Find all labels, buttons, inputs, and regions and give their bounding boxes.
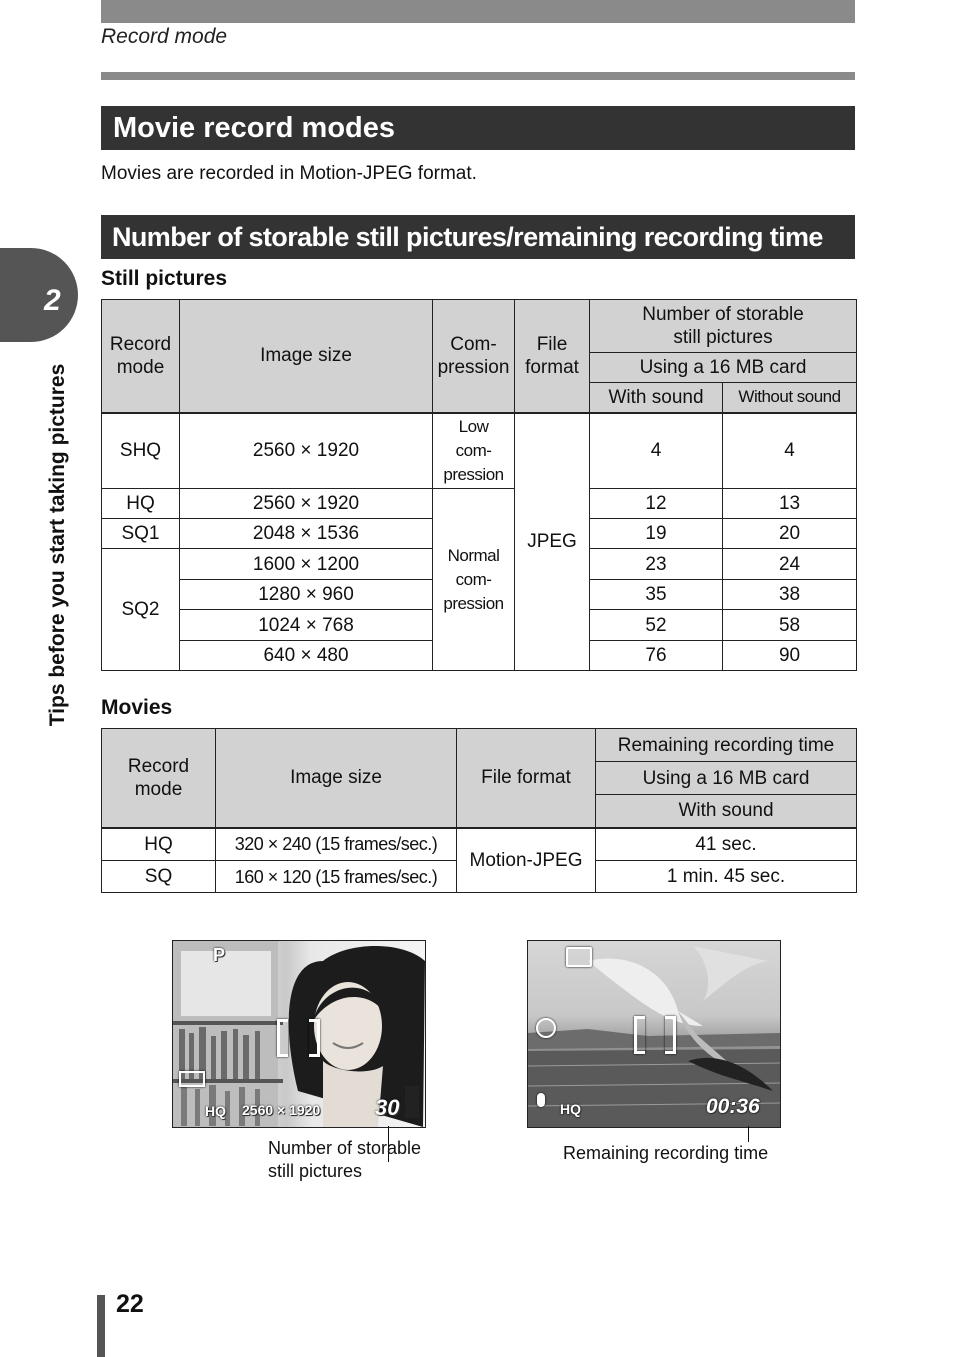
microphone-icon — [537, 1093, 545, 1107]
still-header-image-size: Image size — [180, 300, 433, 413]
movies-header-card: Using a 16 MB card — [596, 762, 857, 795]
movies-size: 160 × 120 (15 frames/sec.) — [216, 861, 457, 893]
still-without-sound: 24 — [723, 549, 857, 580]
movies-heading: Movies — [101, 696, 173, 719]
still-size: 640 × 480 — [180, 641, 433, 671]
still-with-sound: 4 — [590, 413, 723, 489]
battery-icon — [179, 1071, 205, 1087]
still-header-without-sound: Without sound — [723, 383, 857, 413]
page-bar — [97, 1295, 105, 1357]
chapter-tab — [0, 248, 78, 342]
still-table — [101, 299, 857, 671]
chapter-title: Tips before you start taking pictures — [46, 363, 69, 727]
still-without-sound: 20 — [723, 519, 857, 549]
af-bracket-left — [634, 1016, 645, 1054]
still-caption: Number of storable still pictures — [268, 1138, 422, 1181]
page-number: 22 — [116, 1290, 144, 1318]
still-with-sound: 12 — [590, 489, 723, 519]
still-mode: SHQ — [102, 413, 180, 489]
still-header-card: Using a 16 MB card — [590, 353, 857, 383]
still-size: 1280 × 960 — [180, 580, 433, 610]
storable-title: Number of storable still pictures/remaining recording time — [101, 215, 855, 259]
still-with-sound: 19 — [590, 519, 723, 549]
af-bracket-left — [277, 1019, 288, 1057]
still-header-file-format: File format — [515, 300, 590, 413]
still-with-sound: 35 — [590, 580, 723, 610]
still-size: 1024 × 768 — [180, 610, 433, 641]
still-without-sound: 90 — [723, 641, 857, 671]
still-size: 2048 × 1536 — [180, 519, 433, 549]
still-mode: SQ1 — [102, 519, 180, 549]
still-mode: HQ — [102, 489, 180, 519]
still-header-compression: Com-pression — [433, 300, 515, 413]
movies-file-format: Motion-JPEG — [457, 828, 596, 893]
movie-leader-line — [748, 1126, 749, 1142]
movies-header-with-sound: With sound — [596, 795, 857, 828]
still-without-sound: 4 — [723, 413, 857, 489]
movies-header-record-mode: Record mode — [102, 729, 216, 828]
movies-mode: SQ — [102, 861, 216, 893]
still-lcd-screen — [172, 940, 426, 1128]
movies-header-file-format: File format — [457, 729, 596, 828]
movies-mode: HQ — [102, 828, 216, 861]
still-size: 2560 × 1920 — [180, 489, 433, 519]
card-icon — [405, 1086, 419, 1118]
still-size: 2560 × 1920 — [180, 413, 433, 489]
still-without-sound: 38 — [723, 580, 857, 610]
movies-table — [101, 728, 857, 893]
chapter-tab-number: 2 — [44, 284, 61, 317]
movies-header-image-size: Image size — [216, 729, 457, 828]
still-image-size: 2560 × 1920 — [242, 1102, 321, 1118]
section-label: Record mode — [101, 25, 228, 48]
header-rule — [101, 72, 855, 80]
movies-time: 1 min. 45 sec. — [596, 861, 857, 893]
still-with-sound: 23 — [590, 549, 723, 580]
movies-header-remaining: Remaining recording time — [596, 729, 857, 762]
still-size: 1600 × 1200 — [180, 549, 433, 580]
movies-time: 41 sec. — [596, 828, 857, 861]
movie-remaining-time: 00:36 — [706, 1095, 760, 1118]
af-bracket-right — [665, 1016, 676, 1054]
movie-modes-title: Movie record modes — [101, 106, 855, 150]
still-mode-letter: P — [213, 945, 226, 965]
movie-lcd-screen — [527, 940, 781, 1128]
still-count: 30 — [375, 1095, 400, 1120]
still-with-sound: 76 — [590, 641, 723, 671]
movie-mode-icon — [566, 947, 592, 967]
flash-off-icon — [536, 1018, 556, 1038]
still-file-format: JPEG — [515, 413, 590, 671]
af-bracket-right — [309, 1019, 320, 1057]
still-compression-low: Low com-pression — [433, 413, 515, 489]
header-bar — [101, 0, 855, 23]
still-quality: HQ — [205, 1103, 226, 1119]
movie-caption: Remaining recording time — [563, 1143, 769, 1163]
still-mode-sq2: SQ2 — [102, 549, 180, 671]
movie-quality: HQ — [560, 1101, 581, 1117]
movies-size: 320 × 240 (15 frames/sec.) — [216, 828, 457, 861]
still-header-with-sound: With sound — [590, 383, 723, 413]
still-header-record-mode: Record mode — [102, 300, 180, 413]
still-compression-normal: Normal com-pression — [433, 489, 515, 671]
still-without-sound: 58 — [723, 610, 857, 641]
still-header-number: Number of storable still pictures — [590, 300, 857, 353]
still-without-sound: 13 — [723, 489, 857, 519]
still-with-sound: 52 — [590, 610, 723, 641]
movie-modes-text: Movies are recorded in Motion-JPEG format. — [101, 163, 477, 184]
still-heading: Still pictures — [101, 267, 228, 290]
